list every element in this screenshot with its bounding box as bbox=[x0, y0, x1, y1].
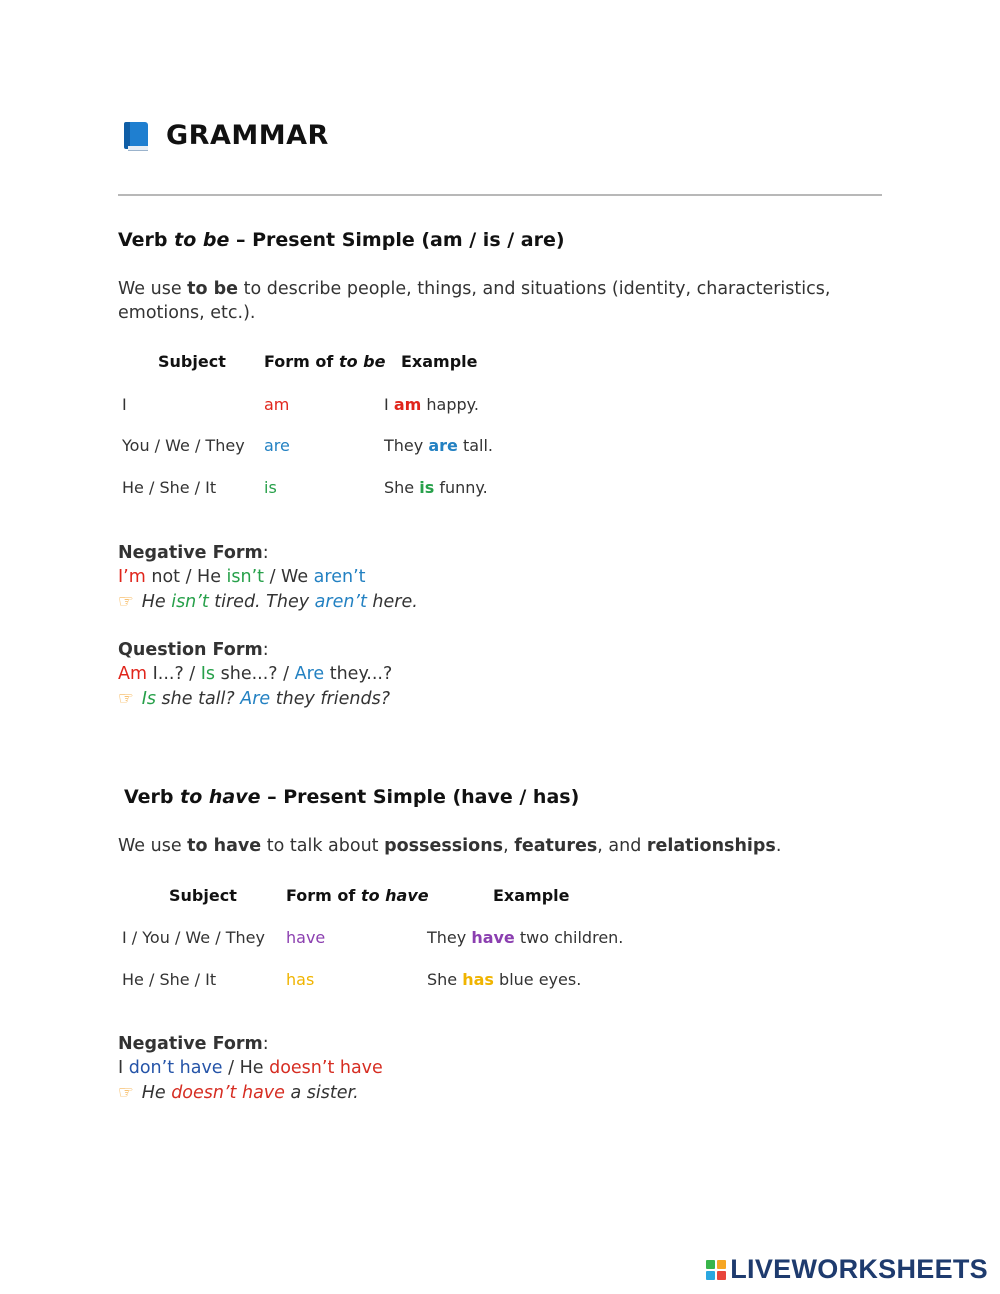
table-cell-form: is bbox=[264, 478, 277, 497]
table-cell-example: She has blue eyes. bbox=[427, 970, 582, 989]
section-heading-to-have: Verb to have – Present Simple (have / has) bbox=[124, 786, 580, 808]
table-cell-form: has bbox=[286, 970, 315, 989]
table-cell-example: They have two children. bbox=[427, 928, 624, 947]
table-cell-subject: He / She / It bbox=[122, 478, 217, 497]
page-header bbox=[122, 120, 329, 151]
negative-form-example: ☞ He doesn’t have a sister. bbox=[118, 1083, 359, 1103]
negative-form-label: Negative Form: bbox=[118, 1034, 269, 1054]
table-cell-form: am bbox=[264, 395, 290, 414]
table-header-subject: Subject bbox=[158, 352, 226, 371]
pointing-hand-icon: ☞ bbox=[118, 592, 134, 612]
liveworksheets-logo bbox=[706, 1254, 988, 1285]
blue-book-icon bbox=[122, 121, 150, 151]
table-cell-subject: You / We / They bbox=[122, 436, 245, 455]
logo-text: LIVEWORKSHEETS bbox=[730, 1254, 988, 1284]
table-cell-example: She is funny. bbox=[384, 478, 488, 497]
negative-form-line: I don’t have / He doesn’t have bbox=[118, 1058, 383, 1078]
table-cell-subject: I / You / We / They bbox=[122, 928, 265, 947]
question-form-line: Am I...? / Is she...? / Are they...? bbox=[118, 664, 393, 684]
table-cell-example: They are tall. bbox=[384, 436, 493, 455]
table-header-form: Form of to be bbox=[264, 352, 386, 371]
negative-form-example: ☞ He isn’t tired. They aren’t here. bbox=[118, 592, 418, 612]
table-header-example: Example bbox=[401, 352, 478, 371]
question-form-label: Question Form: bbox=[118, 640, 269, 660]
question-form-example: ☞ Is she tall? Are they friends? bbox=[118, 689, 390, 709]
table-header-example: Example bbox=[493, 886, 570, 905]
section-heading-to-be: Verb to be – Present Simple (am / is / are) bbox=[118, 229, 565, 251]
table-cell-subject: I bbox=[122, 395, 127, 414]
intro-to-have: We use to have to talk about possessions, features, and relationships. bbox=[118, 836, 782, 856]
pointing-hand-icon: ☞ bbox=[118, 689, 134, 709]
divider bbox=[118, 194, 882, 196]
table-header-form: Form of to have bbox=[286, 886, 429, 905]
table-cell-form: are bbox=[264, 436, 290, 455]
negative-form-label: Negative Form: bbox=[118, 543, 269, 563]
page-title: GRAMMAR bbox=[166, 120, 329, 151]
intro-to-be: We use to be to describe people, things, and situations (identity, characteristics, bbox=[118, 279, 831, 299]
table-cell-subject: He / She / It bbox=[122, 970, 217, 989]
table-cell-form: have bbox=[286, 928, 326, 947]
logo-blocks-icon bbox=[706, 1260, 726, 1280]
table-header-subject: Subject bbox=[169, 886, 237, 905]
table-cell-example: I am happy. bbox=[384, 395, 479, 414]
pointing-hand-icon: ☞ bbox=[118, 1083, 134, 1103]
negative-form-line: I’m not / He isn’t / We aren’t bbox=[118, 567, 366, 587]
intro-to-be-line2: emotions, etc.). bbox=[118, 303, 256, 323]
